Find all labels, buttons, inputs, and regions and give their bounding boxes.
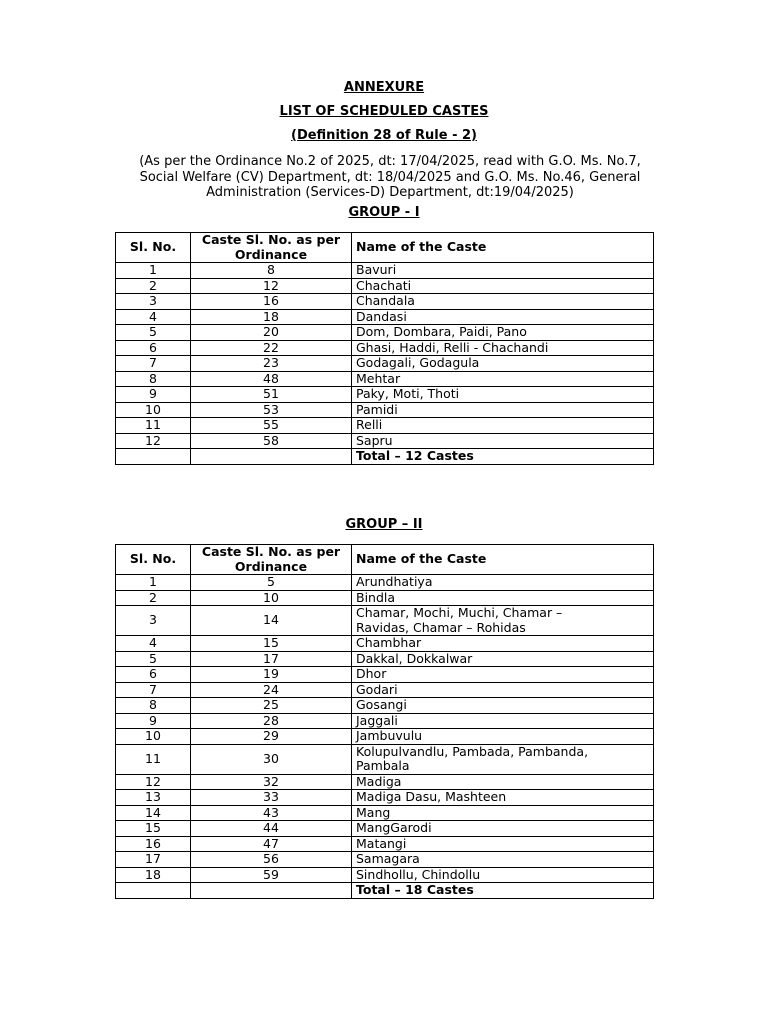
- table-row: [116, 278, 654, 294]
- caste-sl-cell: 24: [191, 682, 352, 698]
- total-row: [116, 883, 654, 899]
- caste-sl-cell: 33: [191, 790, 352, 806]
- caste-name-cell: Chambhar: [352, 636, 654, 652]
- group1-title: GROUP - I: [348, 205, 420, 220]
- sl-no-cell: 10: [116, 402, 191, 418]
- sl-no-cell: 9: [116, 713, 191, 729]
- sl-no-cell: 12: [116, 774, 191, 790]
- table-row: [116, 263, 654, 279]
- col-header-caste-sl: [191, 545, 352, 575]
- table-row: [116, 387, 654, 403]
- sl-no-cell: 6: [116, 340, 191, 356]
- caste-sl-cell: 51: [191, 387, 352, 403]
- table-row: [116, 729, 654, 745]
- table-row: [116, 698, 654, 714]
- total-row: [116, 449, 654, 465]
- caste-name-cell: Dhor: [352, 667, 654, 683]
- table-header-row: [116, 233, 654, 263]
- caste-sl-cell: 58: [191, 433, 352, 449]
- table-row: [116, 325, 654, 341]
- table-header-row: [116, 545, 654, 575]
- table-row: [116, 790, 654, 806]
- total-castes-cell: Total – 18 Castes: [352, 883, 654, 899]
- caste-name-cell: Pamidi: [352, 402, 654, 418]
- caste-name-cell: Bindla: [352, 590, 654, 606]
- caste-name-cell: MangGarodi: [352, 821, 654, 837]
- sl-no-cell: 12: [116, 433, 191, 449]
- caste-name-cell: Mang: [352, 805, 654, 821]
- definition-subtitle: (Definition 28 of Rule - 2): [291, 128, 477, 143]
- total-castes-cell: Total – 12 Castes: [352, 449, 654, 465]
- caste-sl-cell: 29: [191, 729, 352, 745]
- table-row: [116, 590, 654, 606]
- table-row: [116, 606, 654, 636]
- sl-no-cell: 3: [116, 606, 191, 636]
- table-row: [116, 433, 654, 449]
- ordinance-line: Administration (Services-D) Department, dt:19/04/2025): [206, 185, 574, 200]
- sl-no-cell: 16: [116, 836, 191, 852]
- caste-name-cell: Ghasi, Haddi, Relli - Chachandi: [352, 340, 654, 356]
- caste-name-cell: Madiga Dasu, Mashteen: [352, 790, 654, 806]
- sl-no-cell: 1: [116, 575, 191, 591]
- table-row: [116, 836, 654, 852]
- caste-sl-cell: 22: [191, 340, 352, 356]
- caste-sl-cell: 15: [191, 636, 352, 652]
- caste-name-line: Chamar, Mochi, Muchi, Chamar –: [356, 605, 563, 620]
- caste-name-cell: Godari: [352, 682, 654, 698]
- sl-no-cell: 14: [116, 805, 191, 821]
- table-row: [116, 713, 654, 729]
- table-row: [116, 682, 654, 698]
- caste-sl-cell: 10: [191, 590, 352, 606]
- caste-sl-cell: 53: [191, 402, 352, 418]
- list-title: LIST OF SCHEDULED CASTES: [279, 104, 489, 119]
- caste-sl-cell: 55: [191, 418, 352, 434]
- caste-name-line: Kolupulvandlu, Pambada, Pambanda,: [356, 743, 589, 759]
- group2-title: GROUP – II: [345, 517, 423, 532]
- caste-name-cell: Sapru: [352, 433, 654, 449]
- caste-name-cell: Relli: [352, 418, 654, 434]
- caste-sl-cell: 19: [191, 667, 352, 683]
- caste-sl-cell: 47: [191, 836, 352, 852]
- table-row: [116, 774, 654, 790]
- table-row: [116, 852, 654, 868]
- sl-no-cell: 18: [116, 867, 191, 883]
- empty-cell: [116, 449, 191, 465]
- caste-sl-cell: 14: [191, 606, 352, 636]
- caste-name-cell: Godagali, Godagula: [352, 356, 654, 372]
- table-row: [116, 636, 654, 652]
- table-row: [116, 867, 654, 883]
- table-row: [116, 309, 654, 325]
- sl-no-cell: 2: [116, 278, 191, 294]
- caste-name-cell: Madiga: [352, 774, 654, 790]
- col-header-caste-sl-line: Caste Sl. No. as per: [201, 232, 341, 247]
- sl-no-cell: 11: [116, 418, 191, 434]
- caste-sl-cell: 48: [191, 371, 352, 387]
- caste-sl-cell: 59: [191, 867, 352, 883]
- group2-table-body: [116, 575, 654, 899]
- col-header-caste-sl: [191, 233, 352, 263]
- sl-no-cell: 11: [116, 744, 191, 774]
- annexure-heading: ANNEXURE: [343, 80, 425, 95]
- caste-name-cell: Matangi: [352, 836, 654, 852]
- caste-name-cell: Samagara: [352, 852, 654, 868]
- caste-name-cell: Jaggali: [352, 713, 654, 729]
- ordinance-reference: [110, 154, 670, 201]
- col-header-caste-name: Name of the Caste: [352, 545, 654, 575]
- caste-name-cell: Gosangi: [352, 698, 654, 714]
- caste-sl-cell: 56: [191, 852, 352, 868]
- table-row: [116, 371, 654, 387]
- sl-no-cell: 5: [116, 651, 191, 667]
- group1-table-body: [116, 263, 654, 465]
- caste-sl-cell: 28: [191, 713, 352, 729]
- caste-name-cell: Mehtar: [352, 371, 654, 387]
- caste-name-cell: Paky, Moti, Thoti: [352, 387, 654, 403]
- caste-name-cell: Chandala: [352, 294, 654, 310]
- sl-no-cell: 5: [116, 325, 191, 341]
- col-header-sl-no: Sl. No.: [116, 545, 191, 575]
- ordinance-line: Social Welfare (CV) Department, dt: 18/04/2025 and G.O. Ms. No.46, General: [139, 169, 641, 185]
- col-header-caste-sl-line: Ordinance: [234, 246, 308, 262]
- table-row: [116, 651, 654, 667]
- col-header-caste-sl-line: Caste Sl. No. as per: [201, 544, 341, 559]
- sl-no-cell: 8: [116, 371, 191, 387]
- sl-no-cell: 7: [116, 682, 191, 698]
- caste-name-cell: Jambuvulu: [352, 729, 654, 745]
- caste-name-cell: [352, 606, 654, 636]
- table-row: [116, 402, 654, 418]
- col-header-sl-no: Sl. No.: [116, 233, 191, 263]
- sl-no-cell: 15: [116, 821, 191, 837]
- caste-name-cell: Dom, Dombara, Paidi, Pano: [352, 325, 654, 341]
- caste-name-line: Pambala: [356, 758, 410, 773]
- caste-sl-cell: 20: [191, 325, 352, 341]
- caste-name-cell: Sindhollu, Chindollu: [352, 867, 654, 883]
- sl-no-cell: 17: [116, 852, 191, 868]
- table-row: [116, 575, 654, 591]
- caste-sl-cell: 30: [191, 744, 352, 774]
- sl-no-cell: 4: [116, 309, 191, 325]
- table-row: [116, 805, 654, 821]
- caste-sl-cell: 43: [191, 805, 352, 821]
- caste-sl-cell: 25: [191, 698, 352, 714]
- col-header-caste-sl-line: Ordinance: [234, 558, 308, 574]
- caste-sl-cell: 44: [191, 821, 352, 837]
- caste-sl-cell: 12: [191, 278, 352, 294]
- sl-no-cell: 13: [116, 790, 191, 806]
- group2-table: [115, 544, 654, 899]
- table-row: [116, 356, 654, 372]
- ordinance-line: (As per the Ordinance No.2 of 2025, dt: 17/04/2025, read with G.O. Ms. No.7,: [139, 154, 641, 169]
- sl-no-cell: 1: [116, 263, 191, 279]
- caste-name-cell: Dakkal, Dokkalwar: [352, 651, 654, 667]
- caste-sl-cell: 23: [191, 356, 352, 372]
- group1-table: [115, 232, 654, 465]
- sl-no-cell: 6: [116, 667, 191, 683]
- caste-name-cell: Bavuri: [352, 263, 654, 279]
- sl-no-cell: 8: [116, 698, 191, 714]
- table-row: [116, 340, 654, 356]
- caste-name-cell: Chachati: [352, 278, 654, 294]
- table-row: [116, 667, 654, 683]
- sl-no-cell: 3: [116, 294, 191, 310]
- empty-cell: [191, 449, 352, 465]
- sl-no-cell: 9: [116, 387, 191, 403]
- caste-name-cell: [352, 744, 654, 774]
- table-row: [116, 294, 654, 310]
- sl-no-cell: 4: [116, 636, 191, 652]
- table-row: [116, 744, 654, 774]
- col-header-caste-name: Name of the Caste: [352, 233, 654, 263]
- empty-cell: [191, 883, 352, 899]
- empty-cell: [116, 883, 191, 899]
- caste-sl-cell: 5: [191, 575, 352, 591]
- caste-sl-cell: 32: [191, 774, 352, 790]
- caste-sl-cell: 18: [191, 309, 352, 325]
- sl-no-cell: 2: [116, 590, 191, 606]
- caste-sl-cell: 8: [191, 263, 352, 279]
- table-row: [116, 821, 654, 837]
- caste-name-cell: Arundhatiya: [352, 575, 654, 591]
- caste-name-line: Ravidas, Chamar – Rohidas: [356, 619, 526, 635]
- table-row: [116, 418, 654, 434]
- caste-name-cell: Dandasi: [352, 309, 654, 325]
- sl-no-cell: 7: [116, 356, 191, 372]
- caste-sl-cell: 17: [191, 651, 352, 667]
- sl-no-cell: 10: [116, 729, 191, 745]
- caste-sl-cell: 16: [191, 294, 352, 310]
